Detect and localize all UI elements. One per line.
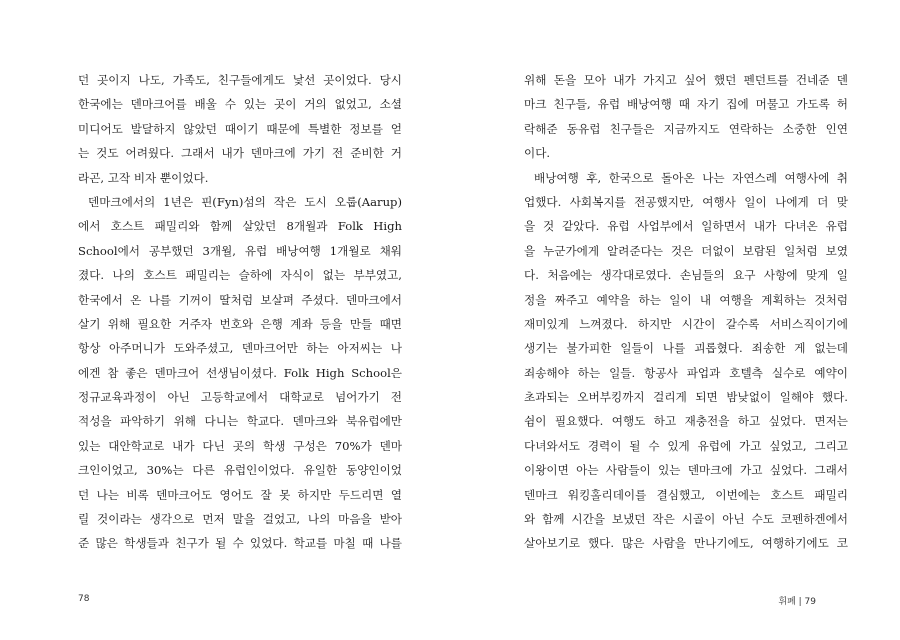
text-line: 살기 위해 필요한 거주자 번호와 은행 계좌 등을 만들 때면 (78, 316, 402, 331)
text-line: 위해 돈을 모아 내가 가지고 싶어 했던 펜던트를 건네준 덴 (524, 73, 848, 87)
text-line: 덴마크 워킹홀리데이를 결심했고, 이번에는 호스트 패밀리 (524, 487, 848, 502)
text-line: 죄송해야 하는 일들. 항공사 파업과 호텔측 실수로 예약이 (524, 365, 848, 380)
text-line: 있는 대안학교로 내가 다닌 곳의 학생 구성은 70%가 덴마 (78, 438, 402, 453)
text-line: 마크 친구들, 유럽 배낭여행 때 자기 집에 머물고 가도록 허 (524, 97, 848, 112)
text-line: 릴 것이라는 생각으로 먼저 말을 걸었고, 나의 마음을 받아 (78, 512, 402, 527)
right-page-number: 휘폐 | 79 (778, 597, 816, 607)
text-line: 배낭여행 후, 한국으로 돌아온 나는 자연스레 여행사에 취 (534, 170, 848, 185)
text-line: 준 많은 학생들과 친구가 될 수 있었다. 학교를 마칠 때 나를 (78, 536, 402, 551)
text-line: 살아보기로 했다. 많은 사람을 만나기에도, 여행하기에도 코 (524, 536, 848, 551)
text-line: 던 곳이지 나도, 가족도, 친구들에게도 낯선 곳이었다. 당시 (78, 73, 402, 87)
right-page-body (524, 68, 848, 556)
text-line: School에서 공부했던 3개월, 유럽 배낭여행 1개월로 채워 (78, 243, 402, 258)
text-line: 업했다. 사회복지를 전공했지만, 여행사 일이 나에게 더 맞 (524, 194, 848, 209)
text-line: 다. 처음에는 생각대로였다. 손님들의 요구 사항에 맞게 일 (524, 268, 848, 283)
text-line: 미디어도 발달하지 않았던 때이기 때문에 특별한 정보를 얻 (78, 121, 402, 136)
text-line: 와 함께 시간을 보냈던 작은 시골이 아닌 수도 코펜하겐에서 (524, 512, 848, 527)
text-line: 다녀와서도 경력이 될 수 있게 유럽에 가고 싶었고, 그리고 (524, 438, 848, 453)
text-line: 쉼이 필요했다. 여행도 하고 재충전을 하고 싶었다. 면저는 (524, 414, 848, 429)
text-line: 한국에서 온 나를 기꺼이 딸처럼 보살펴 주셨다. 덴마크에서 (78, 292, 402, 307)
text-line: 이왕이면 아는 사람들이 있는 덴마크에 가고 싶었다. 그래서 (524, 463, 848, 478)
text-line: 던 나는 비록 덴마크어도 영어도 잘 못 하지만 두드리면 열 (78, 487, 402, 502)
text-line: 을 누군가에게 알려준다는 것은 더없이 보람된 일처럼 보였 (524, 243, 848, 258)
text-line: 을 것 같았다. 유럽 사업부에서 일하면서 내가 다녀온 유럽 (524, 219, 848, 234)
text-line: 이다. (524, 146, 551, 161)
text-line: 라곤, 고작 비자 뿐이었다. (78, 170, 209, 185)
text-line: 졌다. 나의 호스트 패밀리는 슬하에 자식이 없는 부부였고, (78, 268, 402, 283)
left-page-body (78, 68, 402, 556)
text-line: 생기는 불가피한 일들이 나를 괴롭혔다. 죄송한 게 없는데 (524, 341, 848, 356)
text-line: 항상 아주머니가 도와주셨고, 덴마크어만 하는 아저씨는 나 (78, 341, 402, 356)
text-line: 정규교육과정이 아닌 고등학교에서 대학교로 넘어가기 전 (78, 390, 402, 405)
left-page-number: 78 (78, 594, 90, 604)
text-line: 적성을 파악하기 위해 다니는 학교다. 덴마크와 북유럽에만 (78, 414, 402, 429)
text-line: 덴마크에서의 1년은 핀(Fyn)섬의 작은 도시 오룹(Aarup) (88, 194, 402, 209)
text-line: 한국에는 덴마크어를 배울 수 있는 곳이 거의 없었고, 소셜 (78, 97, 402, 112)
text-line: 초과되는 오버부킹까지 걸리게 되면 밤낮없이 일해야 했다. (524, 390, 848, 405)
text-line: 크인이었고, 30%는 다른 유럽인이었다. 유일한 동양인이었 (78, 463, 402, 478)
text-line: 에서 호스트 패밀리와 함께 살았던 8개월과 Folk High (78, 219, 402, 234)
text-line: 에겐 참 좋은 덴마크어 선생님이셨다. Folk High School은 (78, 365, 402, 380)
text-line: 는 것도 어려웠다. 그래서 내가 덴마크에 가기 전 준비한 거 (78, 146, 402, 161)
text-line: 정을 짜주고 예약을 하는 일이 내 여행을 계획하는 것처럼 (524, 292, 848, 307)
text-line: 락해준 동유럽 친구들은 지금까지도 연락하는 소중한 인연 (524, 121, 848, 136)
text-line: 재미있게 느껴졌다. 하지만 시간이 갈수록 서비스직이기에 (524, 316, 848, 331)
